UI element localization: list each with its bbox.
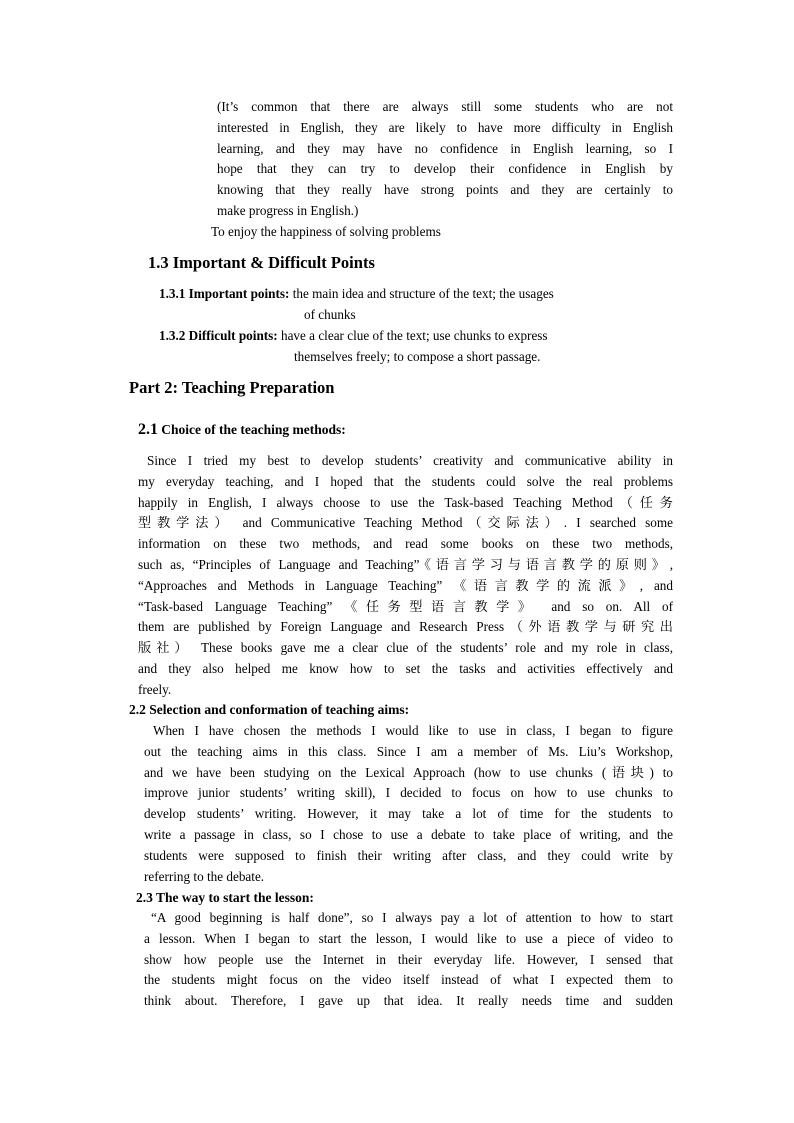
paragraph-line: my everyday teaching, and I hoped that the students could solve the real problems [138, 473, 673, 489]
paragraph-line: improve junior students’ writing skill), I decided to focus on how to use chunks to [144, 785, 673, 801]
intro-line: hope that they can try to develop their confidence in English by [217, 161, 673, 177]
paragraph-line: 型教学法） and Communicative Teaching Method（交际法）. I searched some [138, 515, 673, 531]
paragraph-line: 版社） These books gave me a clear clue of the students’ role and my role in class, [138, 640, 673, 656]
paragraph-line: and we have been studying on the Lexical Approach (how to use chunks (语块) to [144, 764, 673, 780]
paragraph-line: out the teaching aims in this class. Since I am a member of Ms. Liu’s Workshop, [144, 743, 673, 759]
paragraph-line: happily in English, I always choose to use the Task-based Teaching Method（任务 [138, 494, 673, 510]
intro-line: learning, and they may have no confidence in English learning, so I [217, 140, 673, 156]
difficult-points-label: 1.3.2 Difficult points: [159, 328, 278, 343]
paragraph-line: “Task-based Language Teaching” 《任务型语言教学》 and so on. All of [138, 598, 673, 614]
intro-line: (It’s common that there are always still some students who are not [217, 99, 673, 114]
paragraph-line: students were supposed to finish their writing after class, and they could write by [144, 847, 673, 863]
paragraph-line: and they also helped me know how to set the tasks and activities effectively and [138, 660, 673, 676]
section-1-3-heading: 1.3 Important & Difficult Points [148, 253, 375, 272]
important-points-line-2: of chunks [304, 307, 356, 322]
paragraph-line: write a passage in class, so I chose to use a debate to take place of writing, and the [144, 826, 673, 842]
paragraph-line: freely. [138, 681, 172, 697]
important-points-line-1 [159, 284, 554, 305]
paragraph-line: “Approaches and Methods in Language Teaching” 《语言教学的流派》, and [138, 577, 673, 593]
section-2-1-heading [138, 419, 346, 441]
part-2-heading: Part 2: Teaching Preparation [129, 378, 335, 397]
paragraph-line: think about. Therefore, I gave up that idea. It really needs time and sudden [144, 993, 673, 1009]
intro-line: knowing that they really have strong points and they are certainly to [217, 182, 673, 198]
paragraph-line: such as, “Principles of Language and Teaching”《语言学习与语言教学的原则》, [138, 556, 673, 572]
section-2-2-paragraph [144, 721, 673, 887]
paragraph-line: show how people use the Internet in their everyday life. However, I sensed that [144, 951, 673, 967]
paragraph-line: them are published by Foreign Language and Research Press（外语教学与研究出 [138, 619, 673, 635]
intro-paragraph [217, 97, 673, 222]
section-2-3-heading: 2.3 The way to start the lesson: [136, 890, 314, 905]
paragraph-line: referring to the debate. [144, 868, 265, 884]
paragraph-line: Since I tried my best to develop students’ creativity and communicative ability in [147, 453, 673, 468]
intro-line: interested in English, they are likely to have more difficulty in English [217, 119, 673, 135]
paragraph-line: When I have chosen the methods I would like to use in class, I began to figure [153, 723, 673, 738]
paragraph-line: develop students’ writing. However, it may take a lot of time for the students to [144, 806, 673, 822]
paragraph-line: the students might focus on the video itself instead of what I expected them to [144, 972, 673, 988]
section-2-1-paragraph [138, 451, 673, 701]
section-2-2-heading: 2.2 Selection and conformation of teaching aims: [129, 702, 410, 717]
important-points-text: the main idea and structure of the text; the usages [292, 286, 554, 301]
paragraph-line: information on these two methods, and read some books on these two methods, [138, 536, 673, 552]
difficult-points-text: have a clear clue of the text; use chunks to express [280, 328, 548, 343]
intro-line: make progress in English.) [217, 202, 359, 218]
section-2-1-title: Choice of the teaching methods: [161, 422, 346, 437]
difficult-points-line-2: themselves freely; to compose a short passage. [294, 349, 541, 364]
section-2-1-number: 2.1 [138, 421, 158, 438]
section-2-3-paragraph [144, 908, 673, 1012]
enjoy-line: To enjoy the happiness of solving problems [211, 224, 441, 239]
important-points-label: 1.3.1 Important points: [159, 286, 290, 301]
difficult-points-line-1 [159, 326, 548, 347]
paragraph-line: a lesson. When I began to start the lesson, I would like to use a piece of video to [144, 930, 673, 946]
paragraph-line: “A good beginning is half done”, so I always pay a lot of attention to how to start [151, 910, 673, 925]
